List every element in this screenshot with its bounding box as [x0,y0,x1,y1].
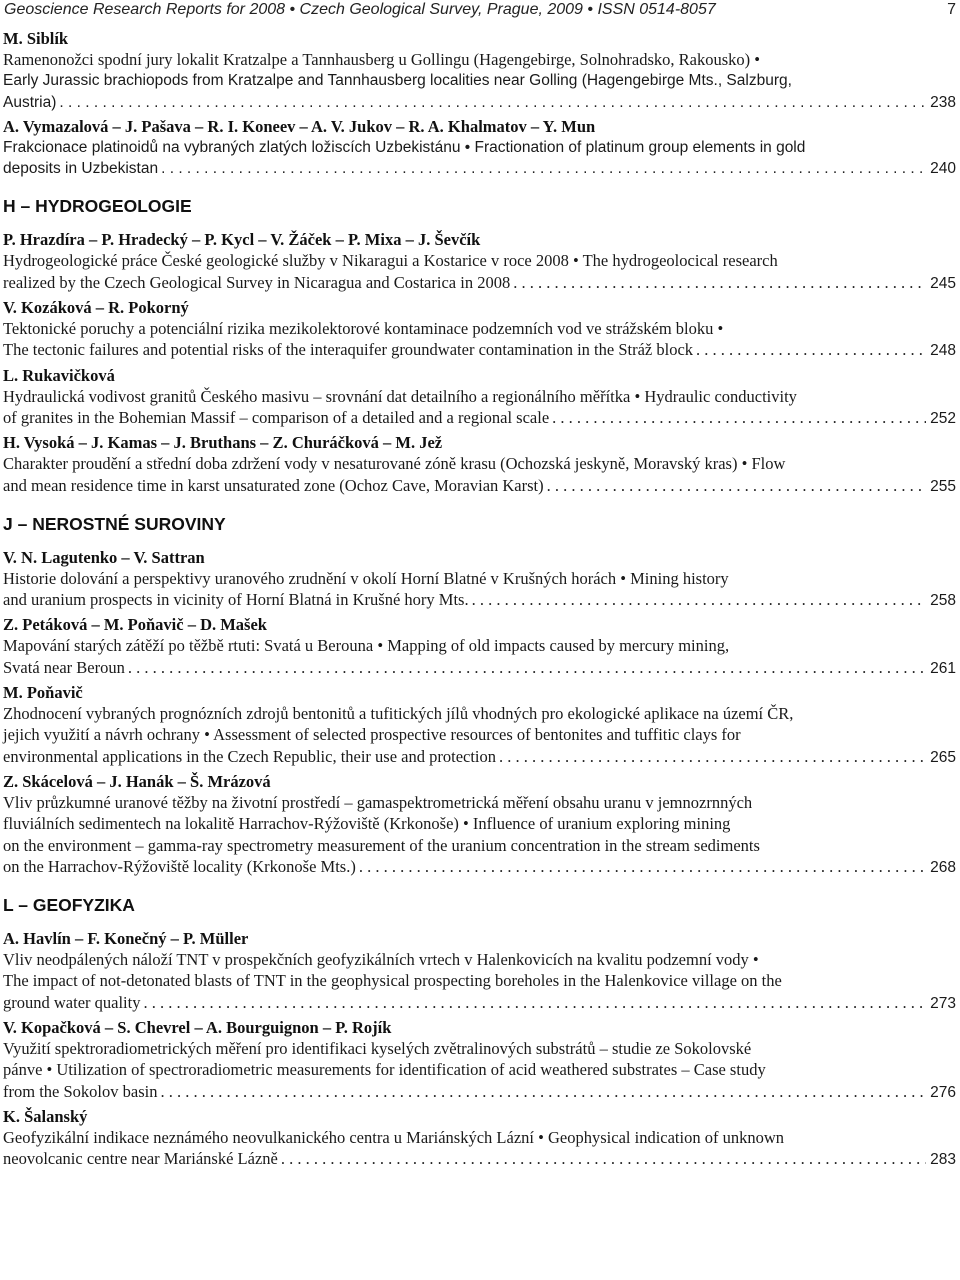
entry-title-line: jejich využití a návrh ochrany • Assessment of selected prospective resources of bentonites and tuffitic clays for [3,725,741,745]
entry-authors: A. Havlín – F. Konečný – P. Müller [3,929,249,949]
dot-leader [125,657,926,678]
dot-leader [510,272,926,293]
entry-authors: M. Poňavič [3,683,83,703]
entry-title-end: realized by the Czech Geological Survey in Nicaragua and Costarica in 2008 [3,272,511,292]
entry-page-number[interactable]: 248 [930,342,956,360]
entry-authors: V. Kopačková – S. Chevrel – A. Bourguignon – P. Rojík [3,1018,392,1038]
entry-title-end: environmental applications in the Czech Republic, their use and protection [3,746,497,766]
dot-leader [157,1081,926,1102]
entry-title-line: fluviálních sedimentech na lokalitě Harrachov-Rýžoviště (Krkonoše) • Influence of uranium exploring mining [3,814,731,834]
entry-authors: L. Rukavičková [3,365,115,385]
entry-title-line: Early Jurassic brachiopods from Kratzalpe and Tannhausberg localities near Golling (Hagengebirge Mts., Salzburg, [3,72,792,90]
entry-last-line [3,746,956,768]
entry-title-end: on the Harrachov-Rýžoviště locality (Krkonoše Mts.) [3,856,356,876]
entry-page-number[interactable]: 273 [930,994,956,1012]
toc-entry[interactable] [3,116,956,180]
entry-title-line: Zhodnocení vybraných prognózních zdrojů bentonitů a tufitických jílů vhodných pro ekologické aplikace na území ČR, [3,704,794,724]
entry-last-line [3,407,956,429]
entry-last-line [3,272,956,294]
entry-page-number[interactable]: 238 [930,93,956,111]
page-number: 7 [947,1,956,18]
entry-page-number[interactable]: 276 [930,1083,956,1101]
running-header [4,0,956,20]
entry-title-end: and mean residence time in karst unsaturated zone (Ochoz Cave, Moravian Karst) [3,475,544,495]
entry-title-end: Svatá near Beroun [3,657,125,677]
entry-page-number[interactable]: 261 [930,659,956,677]
entry-authors: K. Šalanský [3,1106,88,1126]
entry-page-number[interactable]: 245 [930,274,956,292]
entry-title-line: on the environment – gamma-ray spectrometry measurement of the uranium concentration in the stream sediments [3,835,760,855]
entry-title-end: deposits in Uzbekistan [3,160,159,178]
entry-title-line: Frakcionace platinoidů na vybraných zlatých ložiscích Uzbekistánu • Fractionation of platinum group elements in gold [3,138,806,156]
entry-last-line [3,475,956,497]
dot-leader [693,339,926,360]
entry-authors: A. Vymazalová – J. Pašava – R. I. Koneev – A. V. Jukov – R. A. Khalmatov – Y. Mun [3,116,596,136]
dot-leader [140,992,926,1013]
section-heading: L – GEOFYZIKA [3,895,135,916]
entry-page-number[interactable]: 268 [930,858,956,876]
entry-page-number[interactable]: 283 [930,1151,956,1169]
entry-last-line [3,339,956,361]
entry-authors: M. Siblík [3,29,69,48]
toc-entry[interactable] [3,547,956,612]
toc-entry[interactable] [3,1017,956,1103]
entry-title-line: Mapování starých zátěží po těžbě rtuti: Svatá u Berouna • Mapping of old impacts caused by mercury mining, [3,636,730,656]
toc-entry[interactable] [3,682,956,768]
toc-entry[interactable] [3,229,956,294]
section-heading: J – NEROSTNÉ SUROVINY [3,513,226,534]
toc-entry[interactable] [3,928,956,1014]
entry-last-line [3,1081,956,1103]
entry-last-line [3,158,956,179]
entry-authors: H. Vysoká – J. Kamas – J. Bruthans – Z. Churáčková – M. Jež [3,433,443,453]
section-heading: H – HYDROGEOLOGIE [3,196,192,217]
entry-title-line: Historie dolování a perspektivy uranového zrudnění v okolí Horní Blatné v Krušných horách • Mining history [3,568,729,588]
entry-last-line [3,856,956,878]
entry-page-number[interactable]: 265 [930,748,956,766]
entry-authors: V. Kozáková – R. Pokorný [3,298,189,318]
entry-title-end: from the Sokolov basin [3,1081,158,1101]
entry-title-line: Hydraulická vodivost granitů Českého masivu – srovnání dat detailního a regionálního měřítka • Hydraulic conductivity [3,386,797,406]
toc-entry[interactable] [3,365,956,430]
toc-entry[interactable] [3,297,956,362]
dot-leader [56,92,926,113]
entry-title-end: ground water quality [3,992,141,1012]
entry-title-end: and uranium prospects in vicinity of Horní Blatná in Krušné hory Mts. [3,590,469,610]
entry-title-line: Tektonické poruchy a potenciální rizika mezikolektorové kontaminace podzemních vod ve strážském bloku • [3,319,724,339]
entry-authors: P. Hrazdíra – P. Hradecký – P. Kycl – V. Žáček – P. Mixa – J. Ševčík [3,230,481,250]
entry-last-line [3,1148,956,1170]
dot-leader [549,407,926,428]
entry-last-line [3,92,956,113]
entry-title-line: Vliv neodpálených náloží TNT v prospekčních geofyzikálních vrtech v Halenkovicích na kvalitu podzemní vody • [3,950,759,970]
entry-last-line [3,589,956,611]
entry-title-line: Využití spektroradiometrických měření pro identifikaci kyselých zvětralinových substrátů – studie ze Sokolovské [3,1039,752,1059]
toc-entry[interactable] [3,28,956,113]
entry-last-line [3,992,956,1014]
entry-title-end: neovolcanic centre near Mariánské Lázně [3,1149,278,1169]
entry-title-end: of granites in the Bohemian Massif – comparison of a detailed and a regional scale [3,407,550,427]
dot-leader [158,158,926,179]
entry-authors: Z. Skácelová – J. Hanák – Š. Mrázová [3,771,271,791]
entry-last-line [3,657,956,679]
entry-title-line: Vliv průzkumné uranové těžby na životní prostředí – gamaspektrometrická měření obsahu uranu v jemnozrnných [3,792,753,812]
dot-leader [496,746,926,767]
dot-leader [544,475,927,496]
entry-title-line: Charakter proudění a střední doba zdržení vody v nesaturované zóně krasu (Ochozská jeskyně, Moravský kras) • Flow [3,454,786,474]
entry-title-end: Austria) [3,93,57,111]
entry-title-end: The tectonic failures and potential risks of the interaquifer groundwater contamination in the Stráž block [3,340,694,360]
entry-title-line: pánve • Utilization of spectroradiometric measurements for identification of acid weathered substrates – Case study [3,1060,766,1080]
dot-leader [278,1148,926,1169]
toc-entry[interactable] [3,614,956,679]
dot-leader [356,856,926,877]
entry-page-number[interactable]: 252 [930,409,956,427]
dot-leader [469,589,927,610]
toc-entry[interactable] [3,1106,956,1171]
entry-title-line: The impact of not-detonated blasts of TNT in the geophysical prospecting boreholes in the Halenkovice village on the [3,971,782,991]
entry-title-line: Ramenonožci spodní jury lokalit Kratzalpe a Tannhausberg u Gollingu (Hagengebirge, Solnohradsko, Rakousko) • [3,50,761,69]
entry-page-number[interactable]: 258 [930,592,956,610]
entry-page-number[interactable]: 255 [930,477,956,495]
contents-list [3,26,956,1174]
entry-authors: Z. Petáková – M. Poňavič – D. Mašek [3,615,267,635]
entry-page-number[interactable]: 240 [930,160,956,178]
entry-authors: V. N. Lagutenko – V. Sattran [3,547,205,567]
toc-entry[interactable] [3,771,956,878]
entry-title-line: Geofyzikální indikace neznámého neovulkanického centra u Mariánských Lázní • Geophysical indication of unknown [3,1127,785,1147]
entry-title-line: Hydrogeologické práce České geologické služby v Nikaragui a Kostarice v roce 2008 • The hydrogeolocical research [3,251,778,271]
journal-line: Geoscience Research Reports for 2008 • Czech Geological Survey, Prague, 2009 • ISSN 0514-8057 [4,1,716,18]
toc-entry[interactable] [3,432,956,497]
